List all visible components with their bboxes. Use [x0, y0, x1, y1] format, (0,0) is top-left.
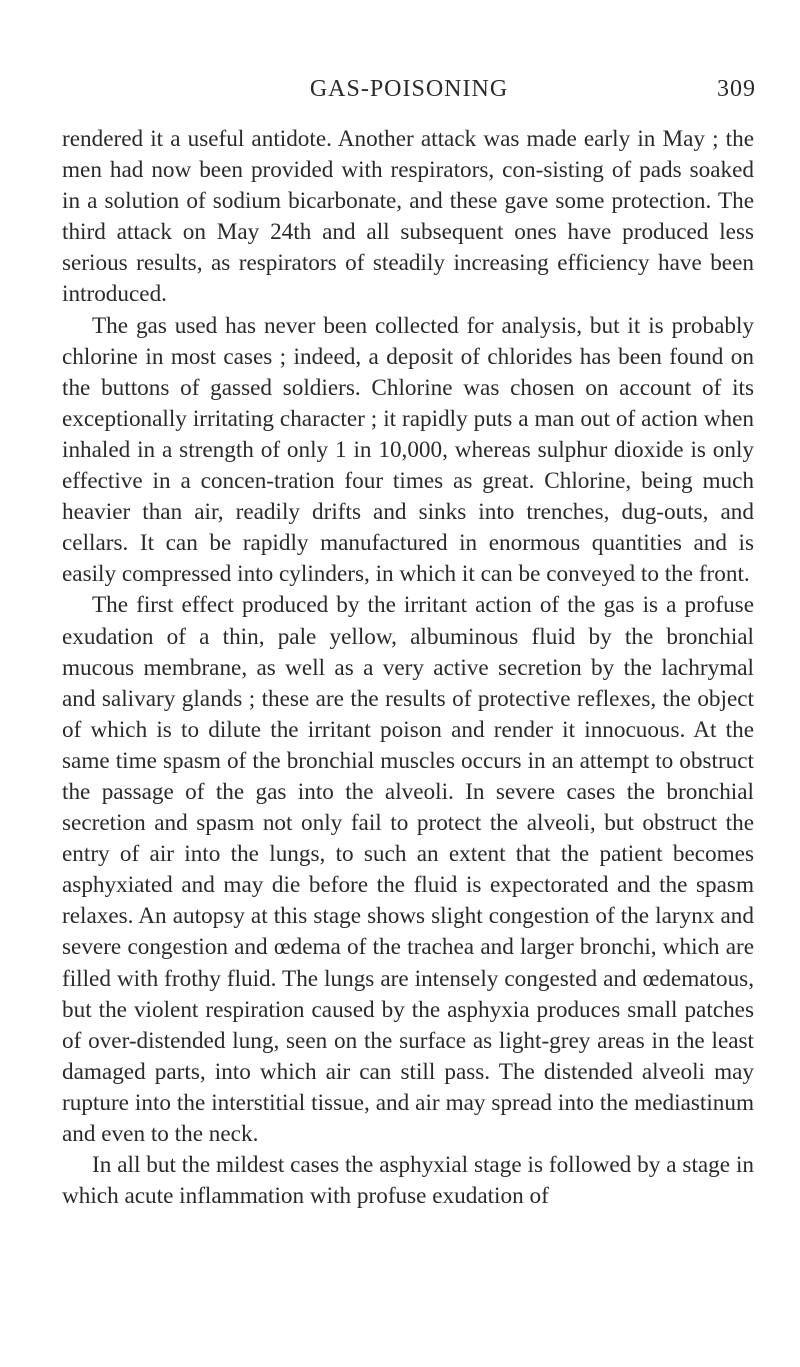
paragraph-2: The gas used has never been collected for analysis, but it is probably chlorine in most cases ; indeed, a deposit of chlorides has been found on the buttons of gassed soldiers. Chlorine was chosen on account of its exceptionally irritating character ; it rapidly puts a man out of action when inhaled in a strength of only 1 in 10,000, whereas sulphur dioxide is only effective in a concen-tration four times as great. Chlorine, being much heavier than air, readily drifts and sinks into trenches, dug-outs, and cellars. It can be rapidly manufactured in enormous quantities and is easily compressed into cylinders, in which it can be conveyed to the front. — [62, 312, 754, 588]
paragraph-3: The first effect produced by the irritant action of the gas is a profuse exudation of a thin, pale yellow, albuminous fluid by the bronchial mucous membrane, as well as a very active secretion by the lachrymal and salivary glands ; these are the results of protective reflexes, the object of which is to dilute the irritant poison and render it innocuous. At the same time spasm of the bronchial muscles occurs in an attempt to obstruct the passage of the gas into the alveoli. In severe cases the bronchial secretion and spasm not only fail to protect the alveoli, but obstruct the entry of air into the lungs, to such an extent that the patient becomes asphyxiated and may die before the fluid is expectorated and the spasm relaxes. An autopsy at this stage shows slight congestion of the larynx and severe congestion and œdema of the trachea and larger bronchi, which are filled with frothy fluid. The lungs are intensely congested and œdematous, but the violent respiration caused by the asphyxia produces small patches of over-distended lung, seen on the surface as light-grey areas in the least damaged parts, into which air can still pass. The distended alveoli may rupture into the interstitial tissue, and air may spread into the mediastinum and even to the neck. — [62, 592, 754, 1147]
page-body — [62, 124, 754, 1212]
page-header — [62, 72, 756, 106]
paragraph-1: rendered it a useful antidote. Another attack was made early in May ; the men had now been provided with respirators, con-sisting of pads soaked in a solution of sodium bicarbonate, and these gave some protection. The third attack on May 24th and all subsequent ones have produced less serious results, as respirators of steadily increasing efficiency have been introduced. — [62, 126, 754, 308]
running-title: GAS-POISONING — [309, 76, 509, 102]
paragraph-4: In all but the mildest cases the asphyxial stage is followed by a stage in which acute inflammation with profuse exudation of — [62, 1152, 754, 1210]
page-number: 309 — [717, 76, 756, 102]
